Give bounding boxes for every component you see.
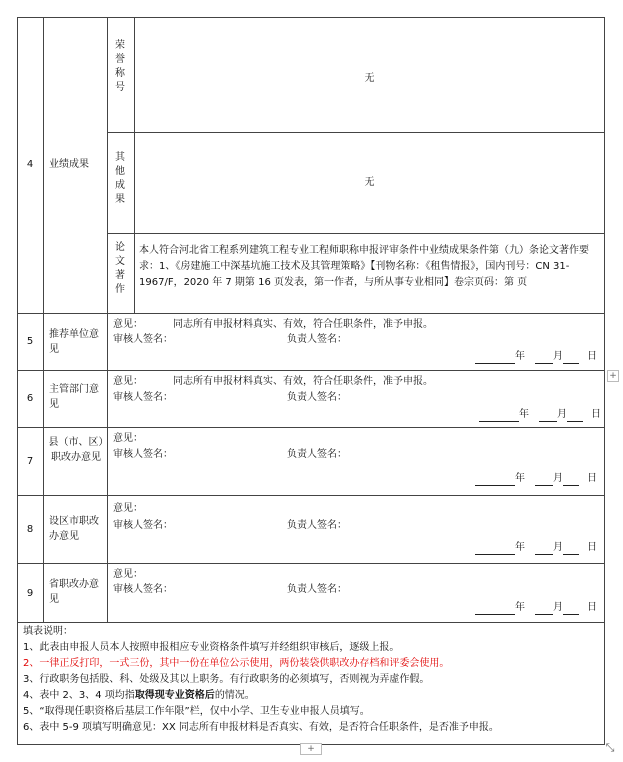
reviewer-signature: 审核人签名： <box>113 520 173 531</box>
row-divider-4 <box>17 313 605 314</box>
honor-value: 无 <box>364 73 375 84</box>
notes-border-right <box>604 622 605 745</box>
row-divider-honor <box>107 132 605 133</box>
other-label: 其 他 成 果 <box>115 152 125 205</box>
date-line: 年 月 日 <box>479 407 601 422</box>
note-5: 5、“取得现任职资格后基层工作年限”栏，仅中小学、卫生专业申报人员填写。 <box>23 706 370 717</box>
notes-border-left <box>17 622 18 745</box>
date-line: 年 月 日 <box>475 471 597 486</box>
row-number: 6 <box>26 393 34 404</box>
paper-label: 论 文 著 作 <box>115 242 125 295</box>
col-divider-label <box>107 17 108 622</box>
note-1: 1、此表由申报人员本人按照申报相应专业资格条件填写并经组织审核后，逐级上报。 <box>23 642 400 653</box>
table-border-top <box>17 17 605 18</box>
row-number: 7 <box>26 456 34 467</box>
row-number: 5 <box>26 336 34 347</box>
other-value: 无 <box>364 177 375 188</box>
leader-signature: 负责人签名： <box>287 584 347 595</box>
row-label-achievements: 业绩成果 <box>49 159 89 170</box>
leader-signature: 负责人签名： <box>287 520 347 531</box>
row-label-city: 设区市职改办意见 <box>49 516 99 542</box>
reviewer-signature: 审核人签名： <box>113 392 173 403</box>
opinion-line: 意见： <box>113 433 143 444</box>
leader-signature: 负责人签名： <box>287 334 347 345</box>
date-line: 年 月 日 <box>475 600 597 615</box>
opinion-line: 意见： <box>113 569 143 580</box>
row-number: 9 <box>26 588 34 599</box>
row-divider-7 <box>17 495 605 496</box>
col-divider-sublabel <box>134 17 135 313</box>
notes-title: 填表说明： <box>23 626 73 637</box>
row-label-recommend: 推荐单位意见 <box>49 329 99 355</box>
row-divider-6 <box>17 427 605 428</box>
row-label-authority: 主管部门意见 <box>49 384 99 410</box>
row-divider-9 <box>17 622 605 623</box>
note-4: 4、表中 2、3、4 项均指取得现专业资格后的情况。 <box>23 690 255 701</box>
table-border-right <box>604 17 605 622</box>
leader-signature: 负责人签名： <box>287 449 347 460</box>
date-line: 年 月 日 <box>475 349 597 364</box>
opinion-line: 意见： <box>113 503 143 514</box>
leader-signature: 负责人签名： <box>287 392 347 403</box>
table-resize-handle[interactable]: ⤡ <box>605 741 615 754</box>
add-row-handle[interactable]: + <box>300 743 322 755</box>
reviewer-signature: 审核人签名： <box>113 584 173 595</box>
row-divider-other <box>107 233 605 234</box>
reviewer-signature: 审核人签名： <box>113 334 173 345</box>
opinion-line: 意见： 同志所有申报材料真实、有效，符合任职条件，准予申报。 <box>113 376 433 387</box>
filling-instructions <box>23 624 499 736</box>
date-line: 年 月 日 <box>475 540 597 555</box>
row-number: 8 <box>26 524 34 535</box>
col-divider-num <box>43 17 44 622</box>
note-3: 3、行政职务包括股、科、处级及其以上职务。有行政职务的必须填写，否则视为弄虚作假。 <box>23 674 430 685</box>
note-6: 6、表中 5-9 项填写明确意见：XX 同志所有申报材料是否真实、有效，是否符合任职条件，是否准予申报。 <box>23 722 499 733</box>
paper-text: 本人符合河北省工程系列建筑工程专业工程师职称申报评审条件中业绩成果条件第（九）条论文著作要求：1、《房建施工中深基坑施工技术及其管理策略》【刊物名称：《租售情报》，国内刊号：CN 31-1967/F，2020 年 7 期第 16 页发表，第一作者，与所从事专业相同】卷宗页码：第 页 <box>139 245 589 288</box>
reviewer-signature: 审核人签名： <box>113 449 173 460</box>
row-divider-5 <box>17 370 605 371</box>
row-label-county: 县（市、区）职改办意见 <box>48 437 104 463</box>
honor-label: 荣 誉 称 号 <box>115 40 125 93</box>
note-2: 2、一律正反打印，一式三份，其中一份在单位公示使用，两份装袋供职改办存档和评委会使用。 <box>23 658 450 669</box>
row-number: 4 <box>26 159 34 170</box>
row-label-province: 省职改办意见 <box>49 579 99 605</box>
add-column-handle[interactable]: + <box>607 370 619 382</box>
opinion-line: 意见： 同志所有申报材料真实、有效，符合任职条件，准予申报。 <box>113 319 433 330</box>
row-divider-8 <box>17 563 605 564</box>
